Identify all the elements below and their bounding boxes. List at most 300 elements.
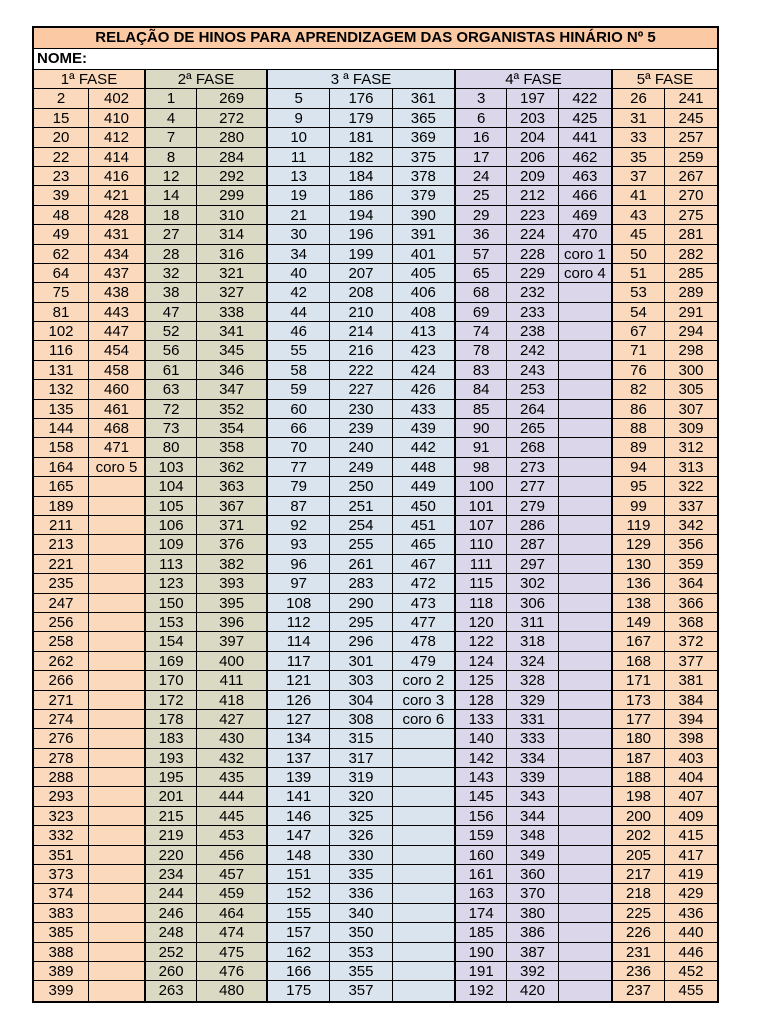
table-cell: 213 (34, 535, 88, 554)
table-cell: 402 (89, 89, 144, 108)
table-cell: 296 (330, 632, 391, 651)
table-cell: 44 (268, 303, 329, 322)
phase-header: 4ª FASE (456, 70, 611, 89)
table-cell: 167 (613, 632, 664, 651)
table-cell: 9 (268, 109, 329, 128)
table-cell: 230 (330, 400, 391, 419)
table-cell: 327 (197, 283, 266, 302)
table-cell: 66 (268, 419, 329, 438)
table-cell: 134 (268, 729, 329, 748)
table-cell: 133 (456, 710, 506, 729)
table-cell: 101 (456, 497, 506, 516)
table-cell: 458 (89, 361, 144, 380)
table-cell: 349 (507, 846, 557, 865)
table-cell: 331 (507, 710, 557, 729)
table-cell: 287 (507, 535, 557, 554)
table-cell (559, 322, 611, 341)
table-cell: 61 (146, 361, 196, 380)
table-cell: 158 (34, 438, 88, 457)
table-cell: 19 (268, 186, 329, 205)
table-cell: 229 (507, 264, 557, 283)
table-cell: 204 (507, 128, 557, 147)
table-cell: 141 (268, 787, 329, 806)
table-cell: 111 (456, 555, 506, 574)
table-cell (559, 865, 611, 884)
table-cell: 221 (34, 555, 88, 574)
table-cell: 372 (665, 632, 717, 651)
table-cell: 364 (665, 574, 717, 593)
table-cell: 96 (268, 555, 329, 574)
table-cell: 396 (197, 613, 266, 632)
table-cell: 122 (456, 632, 506, 651)
table-cell: 188 (613, 768, 664, 787)
table-cell (559, 768, 611, 787)
table-cell: 365 (393, 109, 454, 128)
table-cell (559, 884, 611, 903)
table-cell: 25 (456, 186, 506, 205)
table-cell: 99 (613, 497, 664, 516)
table-cell: 374 (34, 884, 88, 903)
table-cell (559, 904, 611, 923)
table-cell: 323 (34, 807, 88, 826)
table-cell: 112 (268, 613, 329, 632)
table-cell (559, 419, 611, 438)
table-cell: 88 (613, 419, 664, 438)
table-cell: 280 (197, 128, 266, 147)
table-cell: 271 (34, 691, 88, 710)
phase-1 (34, 70, 146, 1001)
table-cell: 52 (146, 322, 196, 341)
phase-2 (146, 70, 268, 1001)
phase-column (507, 89, 558, 1000)
name-field-label[interactable]: NOME: (34, 49, 717, 70)
table-cell: 329 (507, 691, 557, 710)
table-cell (89, 826, 144, 845)
table-cell: 58 (268, 361, 329, 380)
table-cell (393, 787, 454, 806)
table-cell: 1 (146, 89, 196, 108)
table-cell: 398 (665, 729, 717, 748)
table-cell: 85 (456, 400, 506, 419)
table-cell: 246 (146, 904, 196, 923)
table-cell: 354 (197, 419, 266, 438)
table-cell: 171 (613, 671, 664, 690)
table-cell: 197 (507, 89, 557, 108)
table-cell: 439 (393, 419, 454, 438)
table-cell: 192 (468, 982, 494, 1000)
table-cell: coro 3 (393, 691, 454, 710)
table-cell: 36 (456, 225, 506, 244)
table-cell: 324 (507, 652, 557, 671)
table-cell: 21 (268, 206, 329, 225)
table-cell: 430 (197, 729, 266, 748)
table-cell: 479 (393, 652, 454, 671)
table-cell: 391 (393, 225, 454, 244)
table-cell: 274 (34, 710, 88, 729)
table-cell: 54 (613, 303, 664, 322)
table-cell: 470 (559, 225, 611, 244)
table-cell: 310 (197, 206, 266, 225)
table-cell: 302 (507, 574, 557, 593)
table-cell: 473 (393, 594, 454, 613)
table-cell: 410 (89, 109, 144, 128)
table-cell (89, 768, 144, 787)
table-cell: 207 (330, 264, 391, 283)
table-cell: 438 (89, 283, 144, 302)
table-cell: 18 (146, 206, 196, 225)
table-cell: 270 (665, 186, 717, 205)
table-cell: 429 (665, 884, 717, 903)
table-cell: 243 (507, 361, 557, 380)
table-cell (559, 846, 611, 865)
table-cell (89, 516, 144, 535)
table-cell: 153 (146, 613, 196, 632)
table-cell: 11 (268, 148, 329, 167)
table-cell: 297 (507, 555, 557, 574)
table-cell: 261 (330, 555, 391, 574)
table-cell: 236 (613, 962, 664, 981)
table-cell (393, 884, 454, 903)
table-cell: 445 (197, 807, 266, 826)
table-cell: 401 (393, 245, 454, 264)
table-cell (559, 943, 611, 962)
table-cell: 43 (613, 206, 664, 225)
table-cell: 33 (613, 128, 664, 147)
table-cell: 240 (330, 438, 391, 457)
table-cell (559, 962, 611, 981)
table-cell: 411 (197, 671, 266, 690)
table-cell: 51 (613, 264, 664, 283)
table-cell (559, 341, 611, 360)
table-cell: 330 (330, 846, 391, 865)
table-cell: 466 (559, 186, 611, 205)
table-cell: 275 (665, 206, 717, 225)
table-cell: 93 (268, 535, 329, 554)
table-cell: 48 (34, 206, 88, 225)
table-cell: 218 (613, 884, 664, 903)
table-cell: 259 (665, 148, 717, 167)
phase-column (665, 89, 717, 1000)
table-cell: 53 (613, 283, 664, 302)
table-cell: 241 (665, 89, 717, 108)
table-cell: 407 (665, 787, 717, 806)
table-cell: 293 (34, 787, 88, 806)
table-cell (559, 981, 611, 1000)
table-cell: 362 (197, 458, 266, 477)
table-cell: 17 (456, 148, 506, 167)
table-cell: 456 (197, 846, 266, 865)
table-cell: 91 (456, 438, 506, 457)
table-cell: 200 (613, 807, 664, 826)
table-cell: 305 (665, 380, 717, 399)
table-cell: 425 (559, 109, 611, 128)
table-cell: 92 (268, 516, 329, 535)
table-cell: 326 (330, 826, 391, 845)
phase-column (330, 89, 392, 1000)
table-cell: 371 (197, 516, 266, 535)
table-cell: 448 (393, 458, 454, 477)
table-cell: 385 (34, 923, 88, 942)
table-cell: 443 (89, 303, 144, 322)
table-cell: 369 (393, 128, 454, 147)
table-cell: 264 (507, 400, 557, 419)
table-cell: 154 (146, 632, 196, 651)
table-cell: 164 (34, 458, 88, 477)
table-cell: 478 (393, 632, 454, 651)
table-cell (393, 943, 454, 962)
table-cell: 87 (268, 497, 329, 516)
table-cell: 22 (34, 148, 88, 167)
table-cell (89, 749, 144, 768)
table-cell: 405 (393, 264, 454, 283)
table-cell: 189 (34, 497, 88, 516)
table-cell: 444 (197, 787, 266, 806)
table-cell (559, 361, 611, 380)
table-cell (89, 729, 144, 748)
table-cell (89, 943, 144, 962)
table-cell: 363 (197, 477, 266, 496)
table-cell: 256 (34, 613, 88, 632)
table-cell: 295 (330, 613, 391, 632)
table-cell: 75 (34, 283, 88, 302)
table-cell (89, 807, 144, 826)
table-cell: 415 (665, 826, 717, 845)
table-cell: 131 (34, 361, 88, 380)
table-cell: 450 (393, 497, 454, 516)
table-cell: 83 (456, 361, 506, 380)
table-cell (559, 497, 611, 516)
table-cell: 289 (665, 283, 717, 302)
table-cell: 314 (197, 225, 266, 244)
table-cell: 203 (507, 109, 557, 128)
table-cell: 24 (456, 167, 506, 186)
table-cell: 426 (393, 380, 454, 399)
table-cell: 406 (393, 283, 454, 302)
table-cell: 143 (456, 768, 506, 787)
table-cell: 304 (330, 691, 391, 710)
table-cell: 383 (34, 904, 88, 923)
table-cell: 186 (330, 186, 391, 205)
table-cell: 125 (456, 671, 506, 690)
table-cell: 309 (665, 419, 717, 438)
table-cell: 38 (146, 283, 196, 302)
table-cell: 163 (456, 884, 506, 903)
table-cell: 427 (197, 710, 266, 729)
table-cell: 282 (665, 245, 717, 264)
table-cell: 80 (146, 438, 196, 457)
table-cell: 39 (34, 186, 88, 205)
table-cell: 376 (197, 535, 266, 554)
table-cell: 355 (330, 962, 391, 981)
table-cell: 110 (456, 535, 506, 554)
table-cell: 389 (34, 962, 88, 981)
table-cell: 313 (665, 458, 717, 477)
table-cell: 41 (613, 186, 664, 205)
table-cell: 341 (197, 322, 266, 341)
table-cell: 343 (507, 787, 557, 806)
table-cell (89, 923, 144, 942)
table-cell: coro 5 (89, 458, 144, 477)
table-cell: 350 (330, 923, 391, 942)
table-cell: 56 (146, 341, 196, 360)
table-cell: 303 (330, 671, 391, 690)
table-cell: 435 (197, 768, 266, 787)
phase-column (559, 89, 611, 1000)
table-cell (559, 632, 611, 651)
table-cell (559, 477, 611, 496)
table-cell: 336 (330, 884, 391, 903)
table-cell: 206 (507, 148, 557, 167)
table-cell: 3 (456, 89, 506, 108)
table-cell: 285 (665, 264, 717, 283)
table-cell: 77 (268, 458, 329, 477)
table-cell (89, 535, 144, 554)
table-cell: 250 (330, 477, 391, 496)
table-cell (559, 826, 611, 845)
table-cell: 63 (146, 380, 196, 399)
table-cell: 148 (268, 846, 329, 865)
table-cell: 418 (197, 691, 266, 710)
table-cell: 178 (146, 710, 196, 729)
table-cell: 441 (559, 128, 611, 147)
table-cell (393, 826, 454, 845)
table-cell: 175 (286, 982, 312, 1000)
table-cell: 6 (456, 109, 506, 128)
table-cell: 135 (34, 400, 88, 419)
table-cell: 370 (507, 884, 557, 903)
table-cell (393, 749, 454, 768)
table-cell: 37 (613, 167, 664, 186)
table-cell: 352 (197, 400, 266, 419)
table-cell: 281 (665, 225, 717, 244)
table-cell: 260 (146, 962, 196, 981)
table-cell: 128 (456, 691, 506, 710)
table-cell: 245 (665, 109, 717, 128)
table-cell: 319 (330, 768, 391, 787)
table-cell: 159 (456, 826, 506, 845)
table-cell (89, 555, 144, 574)
table-cell: 252 (146, 943, 196, 962)
table-cell: 166 (268, 962, 329, 981)
table-cell: 123 (146, 574, 196, 593)
table-cell: 86 (613, 400, 664, 419)
table-cell: 452 (665, 962, 717, 981)
table-cell: 340 (330, 904, 391, 923)
table-cell: 199 (330, 245, 391, 264)
table-cell (89, 613, 144, 632)
table-cell: 12 (146, 167, 196, 186)
table-cell: 268 (507, 438, 557, 457)
table-title: RELAÇÃO DE HINOS PARA APRENDIZAGEM DAS ORGANISTAS HINÁRIO Nº 5 (34, 28, 717, 49)
table-cell: 423 (393, 341, 454, 360)
table-cell: 299 (197, 186, 266, 205)
table-cell: 32 (146, 264, 196, 283)
table-cell (89, 497, 144, 516)
table-cell: coro 6 (393, 710, 454, 729)
table-cell: 464 (197, 904, 266, 923)
table-cell: 193 (146, 749, 196, 768)
table-cell: 201 (146, 787, 196, 806)
table-cell: 417 (665, 846, 717, 865)
table-cell: 447 (89, 322, 144, 341)
table-cell: 47 (146, 303, 196, 322)
table-cell: 107 (456, 516, 506, 535)
table-cell (393, 846, 454, 865)
table-cell: 437 (89, 264, 144, 283)
table-cell: 454 (89, 341, 144, 360)
table-cell: 225 (613, 904, 664, 923)
table-cell: 97 (268, 574, 329, 593)
table-cell: 176 (330, 89, 391, 108)
table-cell: 358 (197, 438, 266, 457)
table-cell: 108 (268, 594, 329, 613)
table-cell: 172 (146, 691, 196, 710)
table-cell: 233 (507, 303, 557, 322)
table-cell (393, 904, 454, 923)
table-cell: 387 (507, 943, 557, 962)
table-cell: 105 (146, 497, 196, 516)
table-cell: 393 (197, 574, 266, 593)
table-cell: 76 (613, 361, 664, 380)
table-cell: 149 (613, 613, 664, 632)
table-cell: 377 (665, 652, 717, 671)
table-cell: 102 (34, 322, 88, 341)
table-cell: 322 (665, 477, 717, 496)
table-cell: 50 (613, 245, 664, 264)
table-cell: 413 (393, 322, 454, 341)
table-cell: 422 (559, 89, 611, 108)
table-cell: 145 (456, 787, 506, 806)
table-cell: 49 (34, 225, 88, 244)
table-cell (89, 477, 144, 496)
table-cell: 195 (146, 768, 196, 787)
table-cell (559, 923, 611, 942)
table-cell: 412 (89, 128, 144, 147)
table-cell (559, 555, 611, 574)
table-cell: 346 (197, 361, 266, 380)
table-cell: 294 (665, 322, 717, 341)
phase-header: 3 ª FASE (268, 70, 454, 89)
table-cell: 67 (613, 322, 664, 341)
table-cell: 156 (456, 807, 506, 826)
table-cell: 183 (146, 729, 196, 748)
table-cell: 157 (268, 923, 329, 942)
table-cell: 40 (268, 264, 329, 283)
table-cell: 104 (146, 477, 196, 496)
table-cell: 5 (268, 89, 329, 108)
table-cell (559, 671, 611, 690)
table-cell: 394 (665, 710, 717, 729)
table-cell: 69 (456, 303, 506, 322)
phase-column (613, 89, 665, 1000)
table-cell: 59 (268, 380, 329, 399)
table-cell: 45 (613, 225, 664, 244)
table-cell: 26 (613, 89, 664, 108)
phase-column (393, 89, 454, 1000)
table-cell: 211 (34, 516, 88, 535)
table-cell: 34 (268, 245, 329, 264)
table-cell: 242 (507, 341, 557, 360)
table-cell: 190 (456, 943, 506, 962)
table-cell: 208 (330, 283, 391, 302)
table-cell: 165 (34, 477, 88, 496)
table-cell: 269 (197, 89, 266, 108)
phase-column (89, 89, 144, 1000)
phase-column (456, 89, 507, 1000)
phase-header: 1ª FASE (34, 70, 144, 89)
table-cell: 202 (613, 826, 664, 845)
table-cell: 434 (89, 245, 144, 264)
